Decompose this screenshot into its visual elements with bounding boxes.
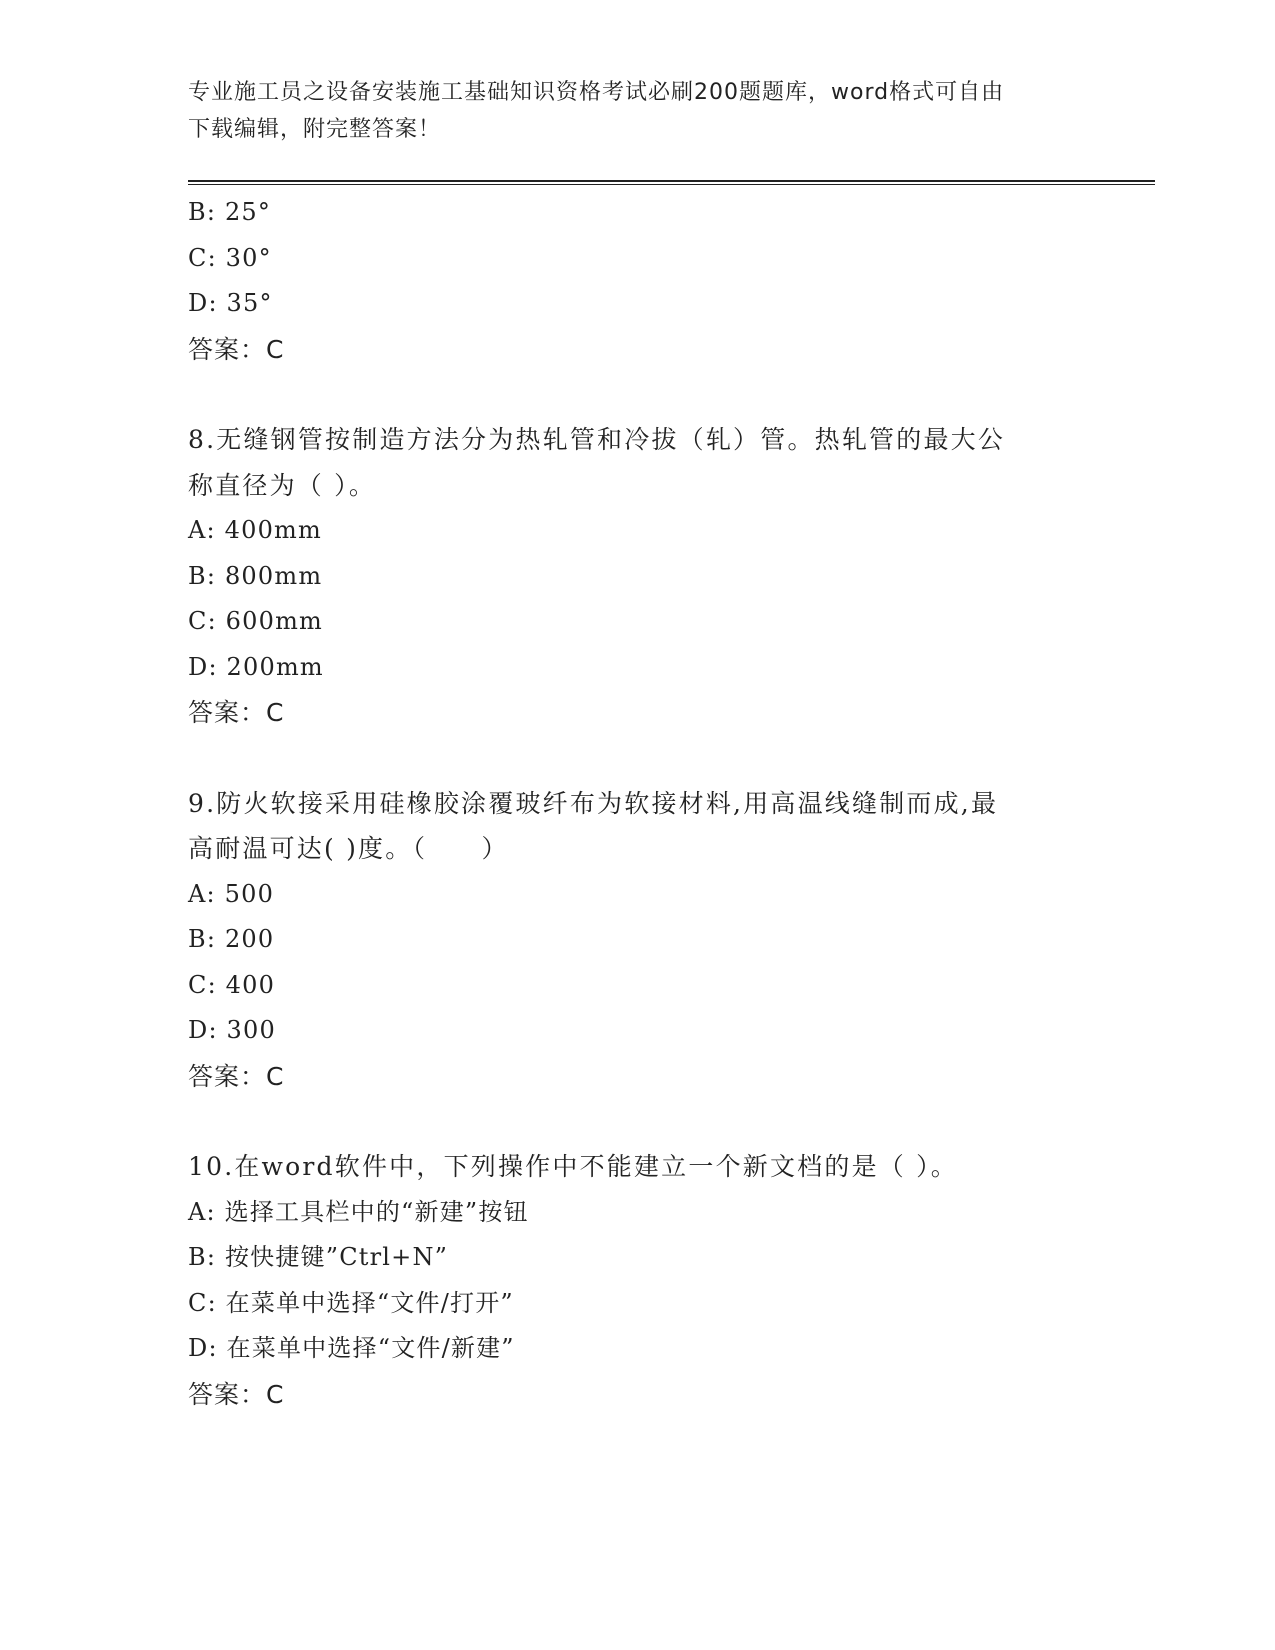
option-d: D: 300 (188, 1016, 276, 1044)
option-c: C: 30° (188, 243, 272, 272)
spacer (188, 372, 1068, 417)
answer-line: 答案：C (188, 698, 285, 727)
question-text-line-1: 9.防火软接采用硅橡胶涂覆玻纤布为软接材料,用高温线缝制而成,最 (188, 788, 999, 818)
question-list (188, 190, 1068, 1417)
option-b: B: 按快捷键”Ctrl+N” (188, 1243, 449, 1271)
question-text-line-2: 高耐温可达( )度。（ ） (188, 834, 509, 863)
option-a: A: 500 (188, 879, 275, 908)
option-b: B: 25° (188, 198, 272, 226)
option-c: C: 在菜单中选择“文件/打开” (188, 1288, 514, 1317)
question-8 (188, 417, 1068, 736)
question-text-line-2: 称直径为（ ）。 (188, 470, 377, 500)
option-a: A: 选择工具栏中的“新建”按钮 (188, 1197, 529, 1226)
spacer (188, 1099, 1068, 1144)
option-a: A: 400mm (188, 516, 322, 544)
option-c: C: 400 (188, 970, 276, 999)
spacer (188, 736, 1068, 781)
header-divider-thick (188, 180, 1155, 182)
option-b: B: 200 (188, 925, 275, 953)
question-text-line-1: 10.在word软件中，下列操作中不能建立一个新文档的是（ ）。 (188, 1152, 959, 1181)
header-line-2: 下载编辑，附完整答案！ (188, 117, 442, 142)
question-text-line-1: 8.无缝钢管按制造方法分为热轧管和冷拔（轧）管。热轧管的最大公 (188, 425, 1006, 454)
option-d: D: 35° (188, 289, 273, 317)
option-d: D: 在菜单中选择“文件/新建” (188, 1334, 515, 1362)
question-9 (188, 781, 1068, 1100)
question-7 (188, 190, 1068, 372)
answer-line: 答案：C (188, 1379, 285, 1409)
answer-line: 答案：C (188, 334, 285, 364)
header-line-1: 专业施工员之设备安装施工基础知识资格考试必刷200题题库，word格式可自由 (188, 80, 1005, 105)
question-10 (188, 1144, 1068, 1417)
header-divider-thin (188, 184, 1155, 185)
option-c: C: 600mm (188, 607, 324, 635)
option-d: D: 200mm (188, 652, 324, 681)
document-header (188, 74, 1068, 148)
answer-line: 答案：C (188, 1061, 285, 1091)
option-b: B: 800mm (188, 561, 323, 590)
